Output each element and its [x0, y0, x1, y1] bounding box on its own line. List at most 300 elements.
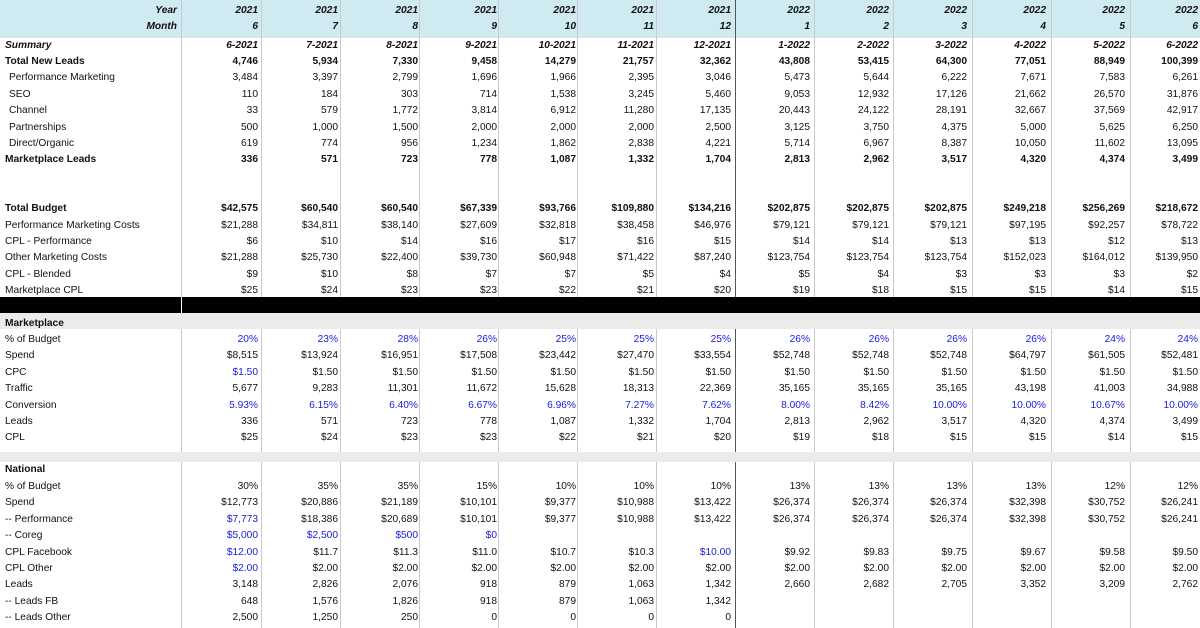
table-cell[interactable]: $123,754 [767, 252, 810, 264]
table-cell[interactable]: $22 [559, 285, 576, 297]
table-cell[interactable]: $164,012 [1082, 252, 1125, 264]
table-cell[interactable]: 12% [1177, 481, 1198, 492]
table-cell[interactable]: 2,660 [784, 579, 810, 591]
table-cell[interactable]: $16,951 [381, 350, 418, 362]
table-cell[interactable]: $18 [872, 432, 889, 444]
table-cell[interactable]: $13,924 [301, 350, 338, 362]
table-cell[interactable]: $202,875 [846, 203, 889, 215]
table-cell[interactable]: 1,704 [705, 416, 731, 427]
table-cell[interactable]: 2022 [1023, 5, 1046, 16]
table-cell[interactable]: 1,087 [550, 416, 576, 427]
table-cell[interactable]: $26,374 [930, 513, 967, 525]
table-cell[interactable]: $2 [1186, 268, 1198, 280]
table-cell[interactable]: $11.3 [393, 546, 418, 558]
table-cell[interactable]: 6-2021 [226, 40, 258, 51]
table-cell[interactable]: $26,374 [852, 497, 889, 509]
table-cell[interactable]: $14 [1108, 285, 1125, 297]
table-cell[interactable]: 1,332 [628, 154, 654, 166]
table-cell[interactable]: $5 [642, 268, 654, 280]
table-cell[interactable]: 3,499 [1172, 416, 1198, 427]
table-cell[interactable]: $23 [401, 432, 418, 444]
table-cell[interactable]: 25% [555, 334, 576, 345]
table-cell[interactable]: $12,773 [221, 497, 258, 509]
table-cell[interactable]: 12,932 [857, 88, 889, 100]
table-cell[interactable]: 6,222 [941, 72, 967, 84]
table-cell[interactable]: $9.92 [784, 546, 810, 558]
table-cell[interactable]: 11-2021 [617, 40, 654, 51]
table-cell[interactable]: $87,240 [694, 252, 731, 264]
table-cell[interactable]: 2022 [944, 5, 967, 16]
table-cell[interactable]: 778 [480, 154, 497, 166]
row-label[interactable]: Channel [9, 105, 47, 117]
table-cell[interactable]: $24 [321, 432, 338, 444]
table-cell[interactable]: 3,517 [941, 154, 967, 166]
table-cell[interactable]: 77,051 [1014, 56, 1046, 67]
table-cell[interactable]: $123,754 [924, 252, 967, 264]
table-cell[interactable]: 3,245 [628, 88, 654, 100]
table-cell[interactable]: 1 [804, 21, 810, 32]
table-cell[interactable]: $13,422 [694, 497, 731, 509]
table-cell[interactable]: $26,241 [1161, 497, 1198, 509]
row-label[interactable]: SEO [9, 88, 31, 100]
table-cell[interactable]: $14 [401, 235, 418, 247]
table-cell[interactable]: $13,422 [694, 513, 731, 525]
table-cell[interactable]: 24% [1104, 334, 1125, 345]
table-cell[interactable]: 336 [241, 416, 258, 427]
table-cell[interactable]: $8 [406, 268, 418, 280]
row-label[interactable]: Spend [5, 497, 35, 509]
row-label[interactable]: -- Performance [5, 513, 73, 525]
table-cell[interactable]: 0 [725, 612, 731, 624]
table-cell[interactable]: 778 [480, 416, 497, 427]
table-cell[interactable]: $19 [793, 285, 810, 297]
table-cell[interactable]: 6 [1192, 21, 1198, 32]
table-cell[interactable]: $42,575 [221, 203, 258, 215]
table-cell[interactable]: 22,369 [699, 383, 731, 395]
row-label[interactable]: CPL Other [5, 563, 53, 574]
table-cell[interactable]: $10,101 [460, 513, 497, 525]
table-cell[interactable]: 1,063 [628, 579, 654, 591]
table-cell[interactable]: $7,773 [226, 513, 258, 525]
table-cell[interactable]: 25% [710, 334, 731, 345]
table-cell[interactable]: 2021 [708, 5, 731, 16]
row-label[interactable]: Spend [5, 350, 35, 362]
table-cell[interactable]: $61,505 [1088, 350, 1125, 362]
table-cell[interactable]: 8-2021 [386, 40, 418, 51]
table-cell[interactable]: 10 [564, 21, 576, 32]
table-cell[interactable]: $9 [246, 268, 258, 280]
table-cell[interactable]: $15 [1029, 432, 1046, 444]
table-cell[interactable]: $4 [877, 268, 889, 280]
table-cell[interactable]: 1,250 [312, 612, 338, 624]
table-cell[interactable]: $13 [1181, 235, 1198, 247]
table-cell[interactable]: 26% [476, 334, 497, 345]
table-cell[interactable]: $11.0 [472, 546, 497, 558]
table-cell[interactable]: 20% [237, 334, 258, 345]
table-cell[interactable]: 3-2022 [935, 40, 967, 51]
table-cell[interactable]: $1.50 [784, 366, 810, 378]
table-cell[interactable]: 7 [332, 21, 338, 32]
table-cell[interactable]: 2022 [1102, 5, 1125, 16]
table-cell[interactable]: 1,342 [705, 579, 731, 591]
table-cell[interactable]: 9,053 [784, 88, 810, 100]
table-cell[interactable]: 4,221 [705, 138, 731, 149]
table-cell[interactable]: 7,583 [1099, 72, 1125, 84]
table-cell[interactable]: 3,125 [784, 121, 810, 133]
table-cell[interactable]: 9,458 [471, 56, 497, 67]
table-cell[interactable]: $20,689 [381, 513, 418, 525]
table-cell[interactable]: $30,752 [1088, 513, 1125, 525]
table-cell[interactable]: 879 [559, 579, 576, 591]
table-cell[interactable]: 11,280 [623, 105, 654, 117]
table-cell[interactable]: 2,682 [863, 579, 889, 591]
row-label[interactable]: Performance Marketing [9, 72, 115, 84]
table-cell[interactable]: 250 [401, 612, 418, 624]
table-cell[interactable]: $78,722 [1161, 219, 1198, 231]
row-label[interactable]: Partnerships [9, 121, 67, 133]
table-cell[interactable]: $25,730 [301, 252, 338, 264]
table-cell[interactable]: 35% [317, 481, 338, 492]
table-cell[interactable]: 5,677 [232, 383, 258, 395]
table-cell[interactable]: 100,399 [1161, 56, 1198, 67]
table-cell[interactable]: 1,696 [471, 72, 497, 84]
table-cell[interactable]: 30% [237, 481, 258, 492]
table-cell[interactable]: $18 [872, 285, 889, 297]
table-cell[interactable]: $2.00 [941, 563, 967, 574]
table-cell[interactable]: 41,003 [1093, 383, 1125, 395]
table-cell[interactable]: $1.50 [392, 366, 418, 378]
table-cell[interactable]: 2022 [787, 5, 810, 16]
table-cell[interactable]: $202,875 [767, 203, 810, 215]
table-cell[interactable]: 7.27% [625, 399, 654, 411]
table-cell[interactable]: $79,121 [852, 219, 889, 231]
table-cell[interactable]: 37,569 [1093, 105, 1125, 117]
table-cell[interactable]: $20,886 [301, 497, 338, 509]
table-cell[interactable]: 64,300 [935, 56, 967, 67]
table-cell[interactable]: $38,140 [381, 219, 418, 231]
table-cell[interactable]: $15 [950, 432, 967, 444]
table-cell[interactable]: $256,269 [1082, 203, 1125, 215]
table-cell[interactable]: 2,826 [312, 579, 338, 591]
table-cell[interactable]: $6 [246, 235, 258, 247]
table-cell[interactable]: $21 [637, 432, 654, 444]
table-cell[interactable]: 8 [412, 21, 418, 32]
table-cell[interactable]: $12 [1108, 235, 1125, 247]
table-cell[interactable]: $1.50 [471, 366, 497, 378]
table-cell[interactable]: $9.58 [1099, 546, 1125, 558]
table-cell[interactable]: $2.00 [471, 563, 497, 574]
table-cell[interactable]: 26,570 [1093, 88, 1125, 100]
table-cell[interactable]: 3,397 [312, 72, 338, 84]
table-cell[interactable]: 723 [401, 416, 418, 427]
table-cell[interactable]: 17,135 [699, 105, 731, 117]
row-label[interactable]: Other Marketing Costs [5, 252, 107, 264]
table-cell[interactable]: 15,628 [544, 383, 576, 395]
table-cell[interactable]: $60,540 [301, 203, 338, 215]
table-cell[interactable]: 2,000 [471, 121, 497, 133]
table-cell[interactable]: 2,395 [628, 72, 654, 84]
table-cell[interactable]: 26% [946, 334, 967, 345]
table-cell[interactable]: $25 [241, 285, 258, 297]
table-cell[interactable]: 6.40% [389, 399, 418, 411]
table-cell[interactable]: $109,880 [611, 203, 654, 215]
table-cell[interactable]: 17,126 [935, 88, 967, 100]
table-cell[interactable]: $23 [480, 285, 497, 297]
table-cell[interactable]: $52,481 [1161, 350, 1198, 362]
table-cell[interactable]: $34,811 [301, 219, 338, 231]
table-cell[interactable]: 11,602 [1094, 138, 1125, 149]
table-cell[interactable]: $1.50 [232, 366, 258, 378]
table-cell[interactable]: 1,234 [471, 138, 497, 149]
row-label[interactable]: Conversion [5, 399, 57, 411]
table-cell[interactable]: 6,250 [1172, 121, 1198, 133]
table-cell[interactable]: 31,876 [1166, 88, 1198, 100]
table-cell[interactable]: 5,934 [312, 56, 338, 67]
table-cell[interactable]: $79,121 [773, 219, 810, 231]
table-cell[interactable]: $2.00 [1172, 563, 1198, 574]
table-cell[interactable]: 5,714 [784, 138, 810, 149]
row-label[interactable]: Performance Marketing Costs [5, 219, 140, 231]
table-cell[interactable]: 6-2022 [1166, 40, 1198, 51]
table-cell[interactable]: 3,499 [1172, 154, 1198, 166]
row-label[interactable]: -- Leads FB [5, 595, 59, 607]
table-cell[interactable]: 1,862 [550, 138, 576, 149]
table-cell[interactable]: 571 [321, 154, 338, 166]
table-cell[interactable]: $97,195 [1009, 219, 1046, 231]
table-cell[interactable]: 5,000 [1020, 121, 1046, 133]
row-label[interactable]: Marketplace Leads [5, 154, 97, 166]
table-cell[interactable]: $10.00 [699, 546, 731, 558]
table-cell[interactable]: $2.00 [312, 563, 338, 574]
table-cell[interactable]: $15 [714, 235, 731, 247]
table-cell[interactable]: $92,257 [1088, 219, 1125, 231]
table-cell[interactable]: 2,962 [863, 416, 889, 427]
table-cell[interactable]: $52,748 [930, 350, 967, 362]
table-cell[interactable]: 500 [241, 121, 258, 133]
table-cell[interactable]: $60,948 [539, 252, 576, 264]
table-cell[interactable]: 2,076 [392, 579, 418, 591]
table-cell[interactable]: $10 [321, 235, 338, 247]
table-cell[interactable]: 7,330 [392, 56, 418, 67]
row-label[interactable]: -- Coreg [5, 530, 43, 542]
table-cell[interactable]: 12% [1104, 481, 1125, 492]
table-cell[interactable]: 1,087 [550, 154, 576, 166]
table-cell[interactable]: $7 [564, 268, 576, 280]
table-cell[interactable]: $20 [714, 285, 731, 297]
row-label[interactable]: CPL [5, 432, 25, 444]
table-cell[interactable]: 10,050 [1014, 138, 1046, 149]
table-cell[interactable]: 4,374 [1099, 416, 1125, 427]
table-cell[interactable]: 25% [633, 334, 654, 345]
table-cell[interactable]: $32,818 [539, 219, 576, 231]
table-cell[interactable]: 23% [317, 334, 338, 345]
row-label[interactable]: Traffic [5, 383, 33, 395]
table-cell[interactable]: 2,500 [705, 121, 731, 133]
table-cell[interactable]: 42,917 [1166, 105, 1198, 117]
table-cell[interactable]: 14,279 [544, 56, 576, 67]
table-cell[interactable]: $2.00 [1020, 563, 1046, 574]
table-cell[interactable]: 956 [401, 138, 418, 149]
table-cell[interactable]: $249,218 [1003, 203, 1046, 215]
table-cell[interactable]: 11 [643, 21, 654, 32]
table-cell[interactable]: $64,797 [1009, 350, 1046, 362]
table-cell[interactable]: $13 [1029, 235, 1046, 247]
table-cell[interactable]: 26% [868, 334, 889, 345]
table-cell[interactable]: 33 [246, 105, 258, 117]
table-cell[interactable]: 12 [719, 21, 731, 32]
table-cell[interactable]: 26% [1025, 334, 1046, 345]
table-cell[interactable]: $26,374 [773, 513, 810, 525]
row-label[interactable]: % of Budget [5, 481, 61, 492]
table-cell[interactable]: 9-2021 [465, 40, 497, 51]
table-cell[interactable]: 1,772 [392, 105, 418, 117]
table-cell[interactable]: $15 [950, 285, 967, 297]
table-cell[interactable]: 2 [883, 21, 889, 32]
table-cell[interactable]: 4-2022 [1014, 40, 1046, 51]
table-cell[interactable]: $22,400 [381, 252, 418, 264]
table-cell[interactable]: 26% [789, 334, 810, 345]
table-cell[interactable]: 12-2021 [693, 40, 731, 51]
row-label[interactable]: Total Budget [5, 203, 67, 215]
table-cell[interactable]: 13,095 [1166, 138, 1198, 149]
table-cell[interactable]: 2022 [1175, 5, 1198, 16]
table-cell[interactable]: 35% [397, 481, 418, 492]
table-cell[interactable]: $2,500 [306, 530, 338, 542]
table-cell[interactable]: 2,762 [1172, 579, 1198, 591]
table-cell[interactable]: 2021 [631, 5, 654, 16]
table-cell[interactable]: 9,283 [312, 383, 338, 395]
row-label[interactable]: Leads [5, 416, 33, 427]
table-cell[interactable]: $18,386 [301, 513, 338, 525]
table-cell[interactable]: $10,101 [460, 497, 497, 509]
table-cell[interactable]: 4,746 [232, 56, 258, 67]
table-cell[interactable]: $1.50 [312, 366, 338, 378]
table-cell[interactable]: $3 [955, 268, 967, 280]
table-cell[interactable]: 7,671 [1020, 72, 1046, 84]
table-cell[interactable]: 6.15% [309, 399, 338, 411]
table-cell[interactable]: 43,808 [778, 56, 810, 67]
table-cell[interactable]: 918 [480, 579, 497, 591]
table-cell[interactable]: 1,332 [628, 416, 654, 427]
table-cell[interactable]: $10.7 [550, 546, 576, 558]
table-cell[interactable]: $8,515 [226, 350, 258, 362]
row-label[interactable]: CPL - Performance [5, 235, 92, 247]
table-cell[interactable]: $13 [950, 235, 967, 247]
table-cell[interactable]: 110 [241, 88, 258, 100]
table-cell[interactable]: $15 [1181, 432, 1198, 444]
table-cell[interactable]: 8.00% [781, 399, 810, 411]
table-cell[interactable]: $26,374 [852, 513, 889, 525]
table-cell[interactable]: 0 [491, 612, 497, 624]
table-cell[interactable]: $12.00 [226, 546, 258, 558]
table-cell[interactable]: $9.50 [1172, 546, 1198, 558]
table-cell[interactable]: 11,672 [466, 383, 497, 395]
table-cell[interactable]: $27,609 [460, 219, 497, 231]
table-cell[interactable]: $26,241 [1161, 513, 1198, 525]
table-cell[interactable]: 2,799 [392, 72, 418, 84]
table-cell[interactable]: $2.00 [392, 563, 418, 574]
table-cell[interactable]: $23 [480, 432, 497, 444]
table-cell[interactable]: $1.50 [705, 366, 731, 378]
table-cell[interactable]: $15 [1029, 285, 1046, 297]
table-cell[interactable]: 6 [252, 21, 258, 32]
table-cell[interactable]: $5 [798, 268, 810, 280]
table-cell[interactable]: 5 [1119, 21, 1125, 32]
table-cell[interactable]: 10.67% [1090, 399, 1125, 411]
row-label[interactable]: Marketplace [5, 318, 64, 329]
table-cell[interactable]: 24% [1177, 334, 1198, 345]
row-label[interactable]: Year [155, 5, 177, 16]
table-cell[interactable]: 3,209 [1099, 579, 1125, 591]
table-cell[interactable]: 32,362 [699, 56, 731, 67]
table-cell[interactable]: $21,288 [221, 252, 258, 264]
table-cell[interactable]: 4 [1040, 21, 1046, 32]
table-cell[interactable]: 34,988 [1166, 383, 1198, 395]
table-cell[interactable]: $139,950 [1155, 252, 1198, 264]
table-cell[interactable]: 619 [241, 138, 258, 149]
table-cell[interactable]: 21,662 [1014, 88, 1046, 100]
table-cell[interactable]: 9 [491, 21, 497, 32]
table-cell[interactable]: $23 [401, 285, 418, 297]
table-cell[interactable]: 918 [480, 595, 497, 607]
table-cell[interactable]: $3 [1034, 268, 1046, 280]
table-cell[interactable]: $38,458 [617, 219, 654, 231]
table-cell[interactable]: 3,517 [941, 416, 967, 427]
table-cell[interactable]: 8.42% [860, 399, 889, 411]
table-cell[interactable]: $26,374 [930, 497, 967, 509]
table-cell[interactable]: $46,976 [694, 219, 731, 231]
table-cell[interactable]: $4 [719, 268, 731, 280]
table-cell[interactable]: 1,826 [392, 595, 418, 607]
table-cell[interactable]: $218,672 [1155, 203, 1198, 215]
table-cell[interactable]: $1.50 [550, 366, 576, 378]
table-cell[interactable]: $93,766 [539, 203, 576, 215]
table-cell[interactable]: 2,705 [941, 579, 967, 591]
table-cell[interactable]: 6.96% [547, 399, 576, 411]
table-cell[interactable]: $10,988 [617, 513, 654, 525]
table-cell[interactable]: $17,508 [460, 350, 497, 362]
table-cell[interactable]: $2.00 [784, 563, 810, 574]
row-label[interactable]: Direct/Organic [9, 138, 75, 149]
table-cell[interactable]: 1,000 [312, 121, 338, 133]
table-cell[interactable]: 1,704 [705, 154, 731, 166]
table-cell[interactable]: 7.62% [702, 399, 731, 411]
table-cell[interactable]: 88,949 [1093, 56, 1125, 67]
table-cell[interactable]: 2021 [395, 5, 418, 16]
table-cell[interactable]: 4,320 [1020, 154, 1046, 166]
table-cell[interactable]: 2021 [474, 5, 497, 16]
table-cell[interactable]: $67,339 [460, 203, 497, 215]
table-cell[interactable]: 2,838 [628, 138, 654, 149]
table-cell[interactable]: 714 [480, 88, 497, 100]
table-cell[interactable]: 6,912 [550, 105, 576, 117]
table-cell[interactable]: $14 [793, 235, 810, 247]
table-cell[interactable]: $14 [1108, 432, 1125, 444]
table-cell[interactable]: 20,443 [778, 105, 810, 117]
table-cell[interactable]: 3,750 [863, 121, 889, 133]
table-cell[interactable]: 53,415 [857, 56, 889, 67]
table-cell[interactable]: $30,752 [1088, 497, 1125, 509]
table-cell[interactable]: 13% [789, 481, 810, 492]
table-cell[interactable]: $11.7 [313, 546, 338, 558]
table-cell[interactable]: $10 [321, 268, 338, 280]
table-cell[interactable]: 4,320 [1020, 416, 1046, 427]
table-cell[interactable]: 879 [559, 595, 576, 607]
table-cell[interactable]: $21,189 [381, 497, 418, 509]
table-cell[interactable]: $9,377 [544, 497, 576, 509]
table-cell[interactable]: $152,023 [1003, 252, 1046, 264]
row-label[interactable]: Marketplace CPL [5, 285, 84, 297]
